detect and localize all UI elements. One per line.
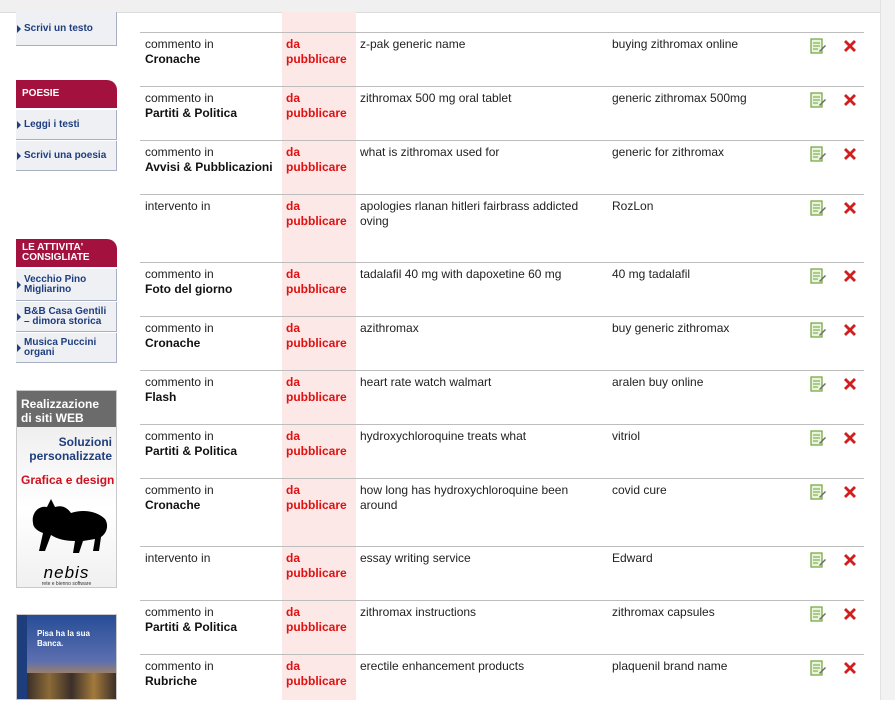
sidebar-header-poesie [16, 80, 117, 108]
author-cell: buy generic zithromax [612, 321, 730, 335]
post-type-cell [145, 199, 281, 214]
title-cell[interactable]: azithromax [360, 321, 419, 335]
sidebar-link-label: Scrivi una poesia [24, 149, 107, 161]
status-cell: da pubblicare [286, 429, 347, 458]
edit-icon[interactable] [810, 268, 826, 284]
bank-ad-text: Pisa ha la sua Banca. [37, 629, 90, 648]
edit-icon[interactable] [810, 606, 826, 622]
title-cell[interactable]: hydroxychloroquine treats what [360, 429, 527, 443]
table-row [140, 654, 864, 701]
ad-brand-subtitle: rete e bienno software [41, 581, 92, 587]
status-cell: da pubblicare [286, 659, 347, 688]
author-cell: aralen buy online [612, 375, 704, 389]
status-cell: da pubblicare [286, 375, 347, 404]
post-kind: commento in [145, 321, 214, 335]
author-cell: buying zithromax online [612, 37, 739, 51]
edit-icon[interactable] [810, 660, 826, 676]
post-section[interactable]: Cronache [145, 52, 201, 66]
sidebar-link-label: Musica Puccini organi [24, 336, 97, 358]
author-cell: vitriol [612, 429, 641, 443]
ad-line-personalizzate: personalizzate [29, 449, 112, 463]
post-kind: commento in [145, 659, 214, 673]
status-cell: da pubblicare [286, 321, 347, 350]
post-kind: commento in [145, 429, 214, 443]
status-cell: da pubblicare [286, 551, 347, 580]
table-row [140, 600, 864, 655]
title-cell[interactable]: essay writing service [360, 551, 471, 565]
bank-ad-banner[interactable] [16, 614, 117, 700]
sidebar-header-label: LE ATTIVITA' CONSIGLIATE [22, 242, 90, 263]
author-cell: 40 mg tadalafil [612, 267, 691, 281]
post-kind: commento in [145, 145, 214, 159]
status-cell: da pubblicare [286, 145, 347, 174]
edit-icon[interactable] [810, 92, 826, 108]
title-cell[interactable]: tadalafil 40 mg with dapoxetine 60 mg [360, 267, 562, 281]
sidebar-link-scrivi-testo[interactable] [16, 12, 117, 46]
status-cell: da pubblicare [286, 199, 347, 228]
table-row [140, 194, 864, 263]
edit-icon[interactable] [810, 484, 826, 500]
title-cell[interactable]: z-pak generic name [360, 37, 466, 51]
sidebar-link-leggi-testi[interactable] [16, 110, 117, 140]
post-kind: commento in [145, 605, 214, 619]
top-border [0, 0, 895, 13]
table-row [140, 32, 864, 87]
post-section[interactable]: Rubriche [145, 674, 198, 688]
edit-icon[interactable] [810, 552, 826, 568]
post-type-cell [145, 321, 281, 351]
title-cell[interactable]: what is zithromax used for [360, 145, 500, 159]
post-type-cell [145, 605, 281, 635]
delete-icon[interactable] [842, 322, 858, 338]
post-type-cell [145, 91, 281, 121]
table-row [140, 424, 864, 479]
status-cell: da pubblicare [286, 37, 347, 66]
ad-title: Realizzazione di siti WEB [17, 391, 116, 427]
author-cell: generic for zithromax [612, 145, 725, 159]
post-type-cell [145, 483, 281, 513]
post-section[interactable]: Foto del giorno [145, 282, 233, 296]
status-cell: da pubblicare [286, 267, 347, 296]
post-section[interactable]: Cronache [145, 336, 201, 350]
sidebar-link-label: Scrivi un testo [24, 22, 93, 34]
status-cell: da pubblicare [286, 605, 347, 634]
delete-icon[interactable] [842, 376, 858, 392]
post-kind: commento in [145, 483, 214, 497]
delete-icon[interactable] [842, 268, 858, 284]
post-type-cell [145, 375, 281, 405]
ad-brand: nebis [43, 563, 90, 582]
table-row [140, 478, 864, 547]
post-kind: intervento in [145, 199, 211, 213]
post-section[interactable]: Partiti & Politica [145, 106, 238, 120]
bank-ad-city-image [27, 673, 116, 699]
delete-icon[interactable] [842, 484, 858, 500]
edit-icon[interactable] [810, 38, 826, 54]
sidebar-link-label: Leggi i testi [24, 118, 80, 130]
author-cell: plaquenil brand name [612, 659, 728, 673]
cat-silhouette-icon [25, 495, 113, 555]
post-section[interactable]: Avvisi & Pubblicazioni [145, 160, 273, 174]
post-kind: intervento in [145, 551, 211, 565]
status-cell: da pubblicare [286, 483, 347, 512]
delete-icon[interactable] [842, 606, 858, 622]
delete-icon[interactable] [842, 146, 858, 162]
delete-icon[interactable] [842, 552, 858, 568]
title-cell[interactable]: apologies rlanan hitleri fairbrass addicted oving [360, 199, 579, 228]
table-row [140, 86, 864, 141]
title-cell[interactable]: zithromax 500 mg oral tablet [360, 91, 512, 105]
scrollbar[interactable] [880, 0, 895, 700]
delete-icon[interactable] [842, 430, 858, 446]
title-cell[interactable]: zithromax instructions [360, 605, 477, 619]
edit-icon[interactable] [810, 146, 826, 162]
post-section[interactable]: Partiti & Politica [145, 620, 238, 634]
title-cell[interactable]: erectile enhancement products [360, 659, 525, 673]
post-kind: commento in [145, 37, 214, 51]
title-cell[interactable]: heart rate watch walmart [360, 375, 492, 389]
author-cell: RozLon [612, 199, 654, 213]
status-cell: da pubblicare [286, 91, 347, 120]
sidebar-link-scrivi-poesia[interactable] [16, 141, 117, 171]
post-type-cell [145, 145, 281, 175]
author-cell: generic zithromax 500mg [612, 91, 747, 105]
edit-icon[interactable] [810, 376, 826, 392]
table-row [140, 316, 864, 371]
post-kind: commento in [145, 91, 214, 105]
table-row [140, 370, 864, 425]
sidebar-header-label: POESIE [22, 88, 60, 99]
post-type-cell [145, 37, 281, 67]
delete-icon[interactable] [842, 200, 858, 216]
table-row [140, 546, 864, 601]
edit-icon[interactable] [810, 430, 826, 446]
sidebar-link-musica-puccini[interactable] [16, 333, 117, 363]
sidebar-link-casa-gentili[interactable] [16, 302, 117, 332]
delete-icon[interactable] [842, 38, 858, 54]
post-kind: commento in [145, 267, 214, 281]
post-section[interactable]: Partiti & Politica [145, 444, 238, 458]
author-cell: covid cure [612, 483, 667, 497]
web-design-ad-banner[interactable] [16, 390, 117, 588]
post-kind: commento in [145, 375, 214, 389]
author-cell: Edward [612, 551, 653, 565]
sidebar-header-attivita [16, 239, 117, 267]
ad-line-soluzioni: Soluzioni [58, 435, 112, 449]
author-cell: zithromax capsules [612, 605, 715, 619]
post-type-cell [145, 659, 281, 689]
post-section[interactable]: Flash [145, 390, 177, 404]
post-type-cell [145, 551, 281, 566]
post-section[interactable]: Cronache [145, 498, 201, 512]
delete-icon[interactable] [842, 92, 858, 108]
edit-icon[interactable] [810, 200, 826, 216]
edit-icon[interactable] [810, 322, 826, 338]
table-row [140, 262, 864, 317]
title-cell[interactable]: how long has hydroxychloroquine been around [360, 483, 569, 512]
delete-icon[interactable] [842, 660, 858, 676]
sidebar-link-label: B&B Casa Gentili – dimora storica [24, 305, 107, 327]
sidebar-link-label: Vecchio Pino Migliarino [24, 273, 87, 295]
post-type-cell [145, 267, 281, 297]
post-type-cell [145, 429, 281, 459]
ad-line-grafica: Grafica e design [21, 473, 115, 487]
sidebar-link-vecchio-pino[interactable] [16, 269, 117, 301]
table-row [140, 140, 864, 195]
